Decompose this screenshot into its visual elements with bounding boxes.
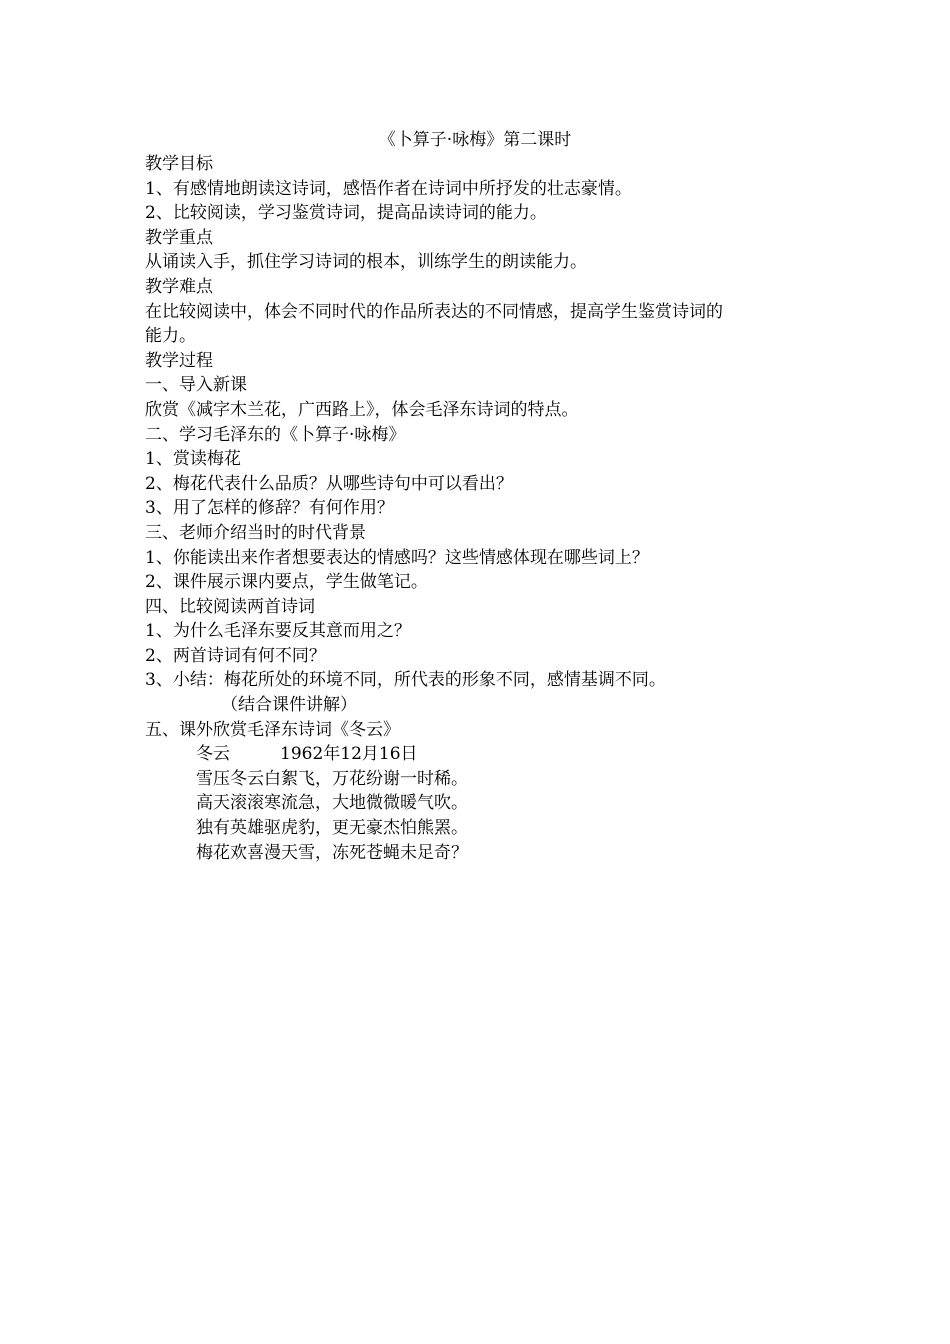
step-2-item-2: 2、梅花代表什么品质？从哪些诗句中可以看出？ — [145, 473, 513, 494]
key-heading: 教学重点 — [145, 227, 213, 248]
goal-2: 2、比较阅读，学习鉴赏诗词，提高品读诗词的能力。 — [145, 203, 547, 224]
goal-1: 1、有感情地朗读这诗词，感悟作者在诗词中所抒发的壮志豪情。 — [145, 178, 632, 199]
difficulty-text-1: 在比较阅读中，体会不同时代的作品所表达的不同情感，提高学生鉴赏诗词的 — [145, 301, 723, 322]
step-5-heading: 五、课外欣赏毛泽东诗词《冬云》 — [145, 719, 400, 740]
document-title: 《卜算子·咏梅》第二课时 — [378, 130, 572, 150]
step-2-heading: 二、学习毛泽东的《卜算子·咏梅》 — [145, 424, 406, 445]
step-4-item-1: 1、为什么毛泽东要反其意而用之？ — [145, 621, 411, 642]
poem-line-3: 独有英雄驱虎豹，更无豪杰怕熊罴。 — [196, 818, 468, 839]
step-2-item-1: 1、赏读梅花 — [145, 449, 241, 470]
poem-date: 1962年12月16日 — [280, 744, 418, 765]
step-4-heading: 四、比较阅读两首诗词 — [145, 596, 315, 617]
process-heading: 教学过程 — [145, 350, 213, 371]
step-4-item-3: 3、小结：梅花所处的环境不同，所代表的形象不同，感情基调不同。 — [145, 670, 666, 691]
goals-heading: 教学目标 — [145, 154, 213, 174]
step-3-item-1: 1、你能读出来作者想要表达的情感吗？这些情感体现在哪些词上？ — [145, 547, 649, 568]
step-3-item-2: 2、课件展示课内要点，学生做笔记。 — [145, 572, 428, 593]
key-text: 从诵读入手，抓住学习诗词的根本，训练学生的朗读能力。 — [145, 252, 587, 273]
step-3-heading: 三、老师介绍当时的时代背景 — [145, 522, 366, 543]
step-2-item-3: 3、用了怎样的修辞？有何作用？ — [145, 498, 394, 519]
step-1-heading: 一、导入新课 — [145, 375, 247, 396]
difficulty-text-2: 能力。 — [145, 326, 196, 347]
poem-line-2: 高天滚滚寒流急，大地微微暖气吹。 — [196, 793, 468, 814]
poem-line-1: 雪压冬云白絮飞，万花纷谢一时稀。 — [196, 768, 468, 789]
document-body — [145, 152, 815, 865]
poem-line-4: 梅花欢喜漫天雪，冻死苍蝇未足奇？ — [196, 842, 468, 863]
difficulty-heading: 教学难点 — [145, 276, 213, 297]
poem-title: 冬云 — [196, 744, 230, 765]
step-1-text: 欣赏《减字木兰花，广西路上》，体会毛泽东诗词的特点。 — [145, 399, 579, 420]
step-4-item-2: 2、两首诗词有何不同？ — [145, 645, 326, 666]
step-4-note: （结合课件讲解） — [221, 695, 357, 716]
poem-header — [145, 742, 815, 767]
